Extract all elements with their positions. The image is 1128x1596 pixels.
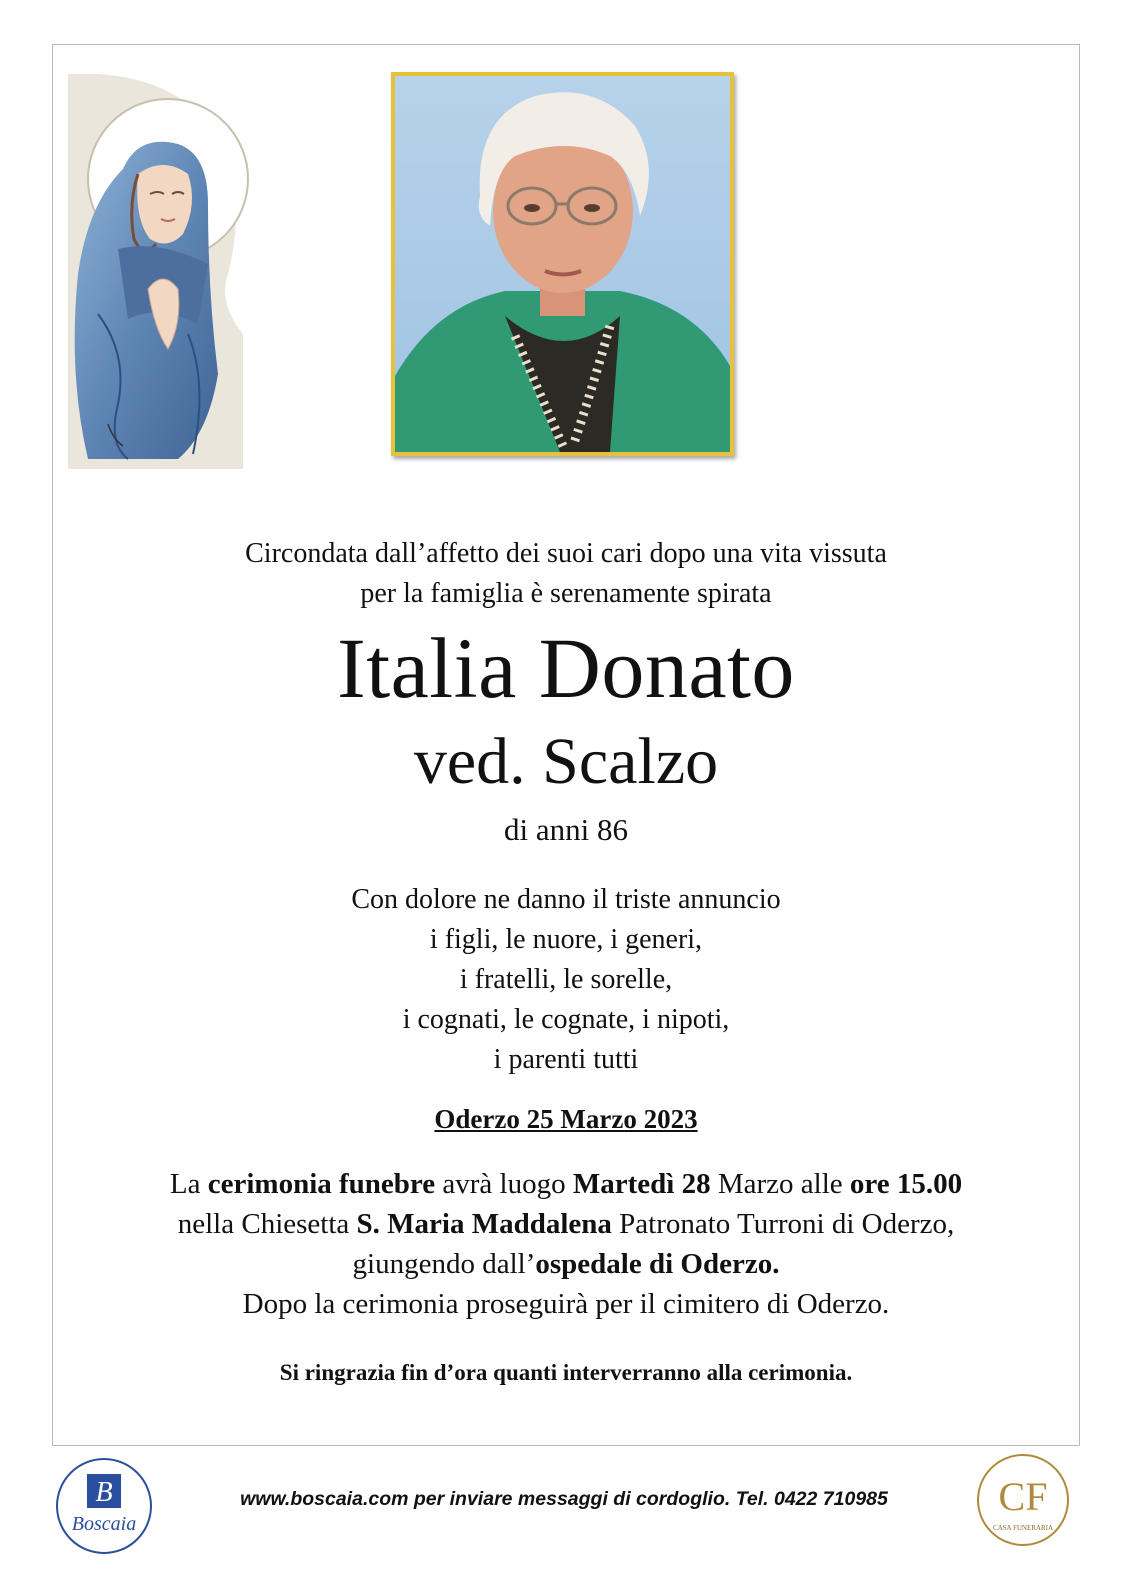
announcement-line: i fratelli, le sorelle, [459, 964, 673, 995]
svg-text:CF: CF [998, 1474, 1048, 1519]
deceased-name: Italia Donato [337, 620, 795, 716]
ceremony-line-1: La cerimonia funebre avrà luogo Martedì 28 Marzo alle ore 15.00 [169, 1168, 963, 1200]
ceremony-line-3: giungendo dall’ospedale di Oderzo. [352, 1248, 780, 1280]
announcement-line: i parenti tutti [493, 1044, 639, 1075]
widow-of: ved. Scalzo [413, 725, 719, 798]
svg-text:B: B [95, 1477, 113, 1508]
portrait-photo [391, 72, 734, 456]
ceremony-line-2: nella Chiesetta S. Maria Maddalena Patronato Turroni di Oderzo, [177, 1208, 955, 1240]
announcement-line: Con dolore ne danno il triste annuncio [351, 884, 781, 915]
announcement-line: i figli, le nuore, i generi, [429, 924, 703, 955]
intro-line-1: Circondata dall’affetto dei suoi cari dopo una vita vissuta [245, 538, 887, 569]
announcement-block [52, 880, 1080, 1080]
svg-text:CASA FUNERARIA: CASA FUNERARIA [992, 1524, 1054, 1532]
date-line: Oderzo 25 Marzo 2023 [434, 1104, 698, 1134]
footer-contact-text: www.boscaia.com per inviare messaggi di cordoglio. Tel. 0422 710985 [240, 1488, 888, 1510]
thanks-line: Si ringrazia fin d’ora quanti interverranno alla cerimonia. [279, 1360, 853, 1385]
svg-text:Boscaia: Boscaia [71, 1513, 137, 1535]
intro-line-2: per la famiglia è serenamente spirata [360, 578, 772, 609]
age-line: di anni 86 [504, 812, 628, 847]
boscaia-logo [54, 1456, 154, 1556]
madonna-praying-icon [68, 74, 258, 469]
ceremony-block [52, 1164, 1080, 1324]
intro-text [52, 534, 1080, 614]
ceremony-line-4: Dopo la cerimonia proseguirà per il cimitero di Oderzo. [242, 1288, 890, 1320]
announcement-line: i cognati, le cognate, i nipoti, [402, 1004, 730, 1035]
casa-funeraria-logo [975, 1452, 1071, 1548]
